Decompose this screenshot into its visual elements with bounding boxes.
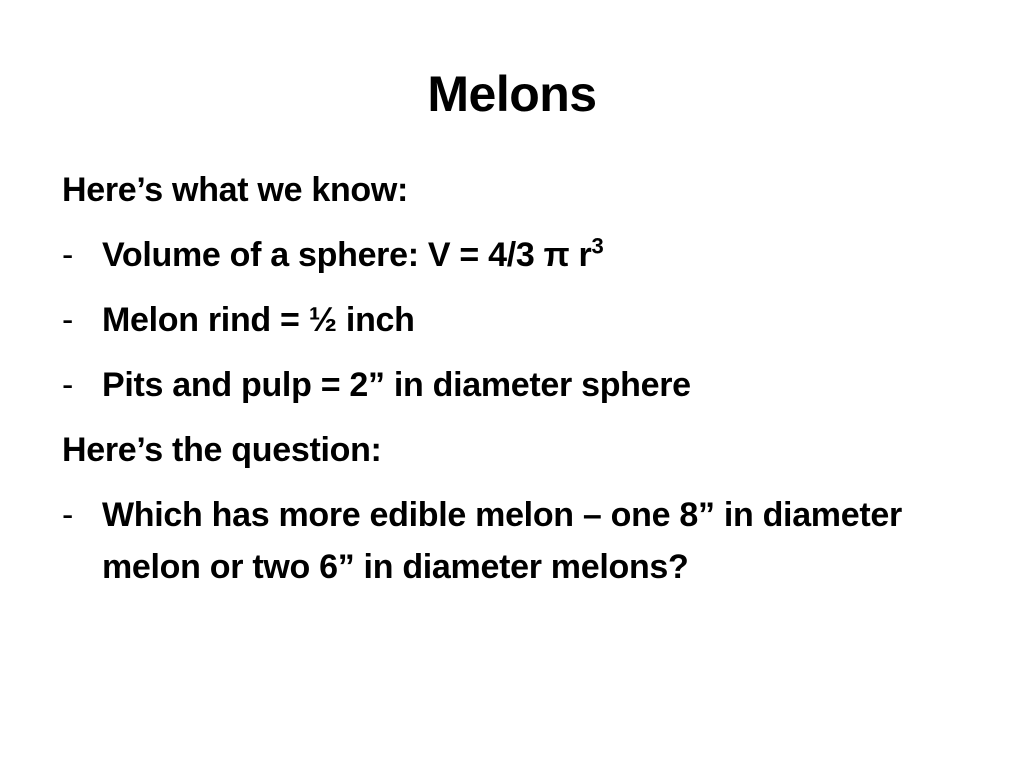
bullet-dash: -	[62, 236, 74, 274]
exponent: 3	[591, 233, 604, 259]
bullet-text: Volume of a sphere: V = 4/3 π r	[102, 236, 592, 274]
question-heading: Here’s the question:	[62, 431, 382, 469]
known-heading: Here’s what we know:	[62, 171, 409, 209]
slide-title: Melons	[427, 66, 597, 122]
bullet-item-rind	[62, 294, 962, 346]
bullet-text: Which has more edible melon – one 8” in diameter melon or two 6” in diameter melons?	[102, 496, 902, 586]
slide-body	[62, 164, 962, 606]
bullet-text: Melon rind = ½ inch	[102, 301, 415, 339]
bullet-item-pits	[62, 359, 962, 411]
bullet-dash: -	[62, 496, 74, 534]
bullet-item-volume	[62, 229, 962, 281]
bullet-item-question	[62, 489, 962, 593]
bullet-dash: -	[62, 366, 74, 404]
bullet-dash: -	[62, 301, 74, 339]
bullet-text: Pits and pulp = 2” in diameter sphere	[102, 366, 691, 404]
